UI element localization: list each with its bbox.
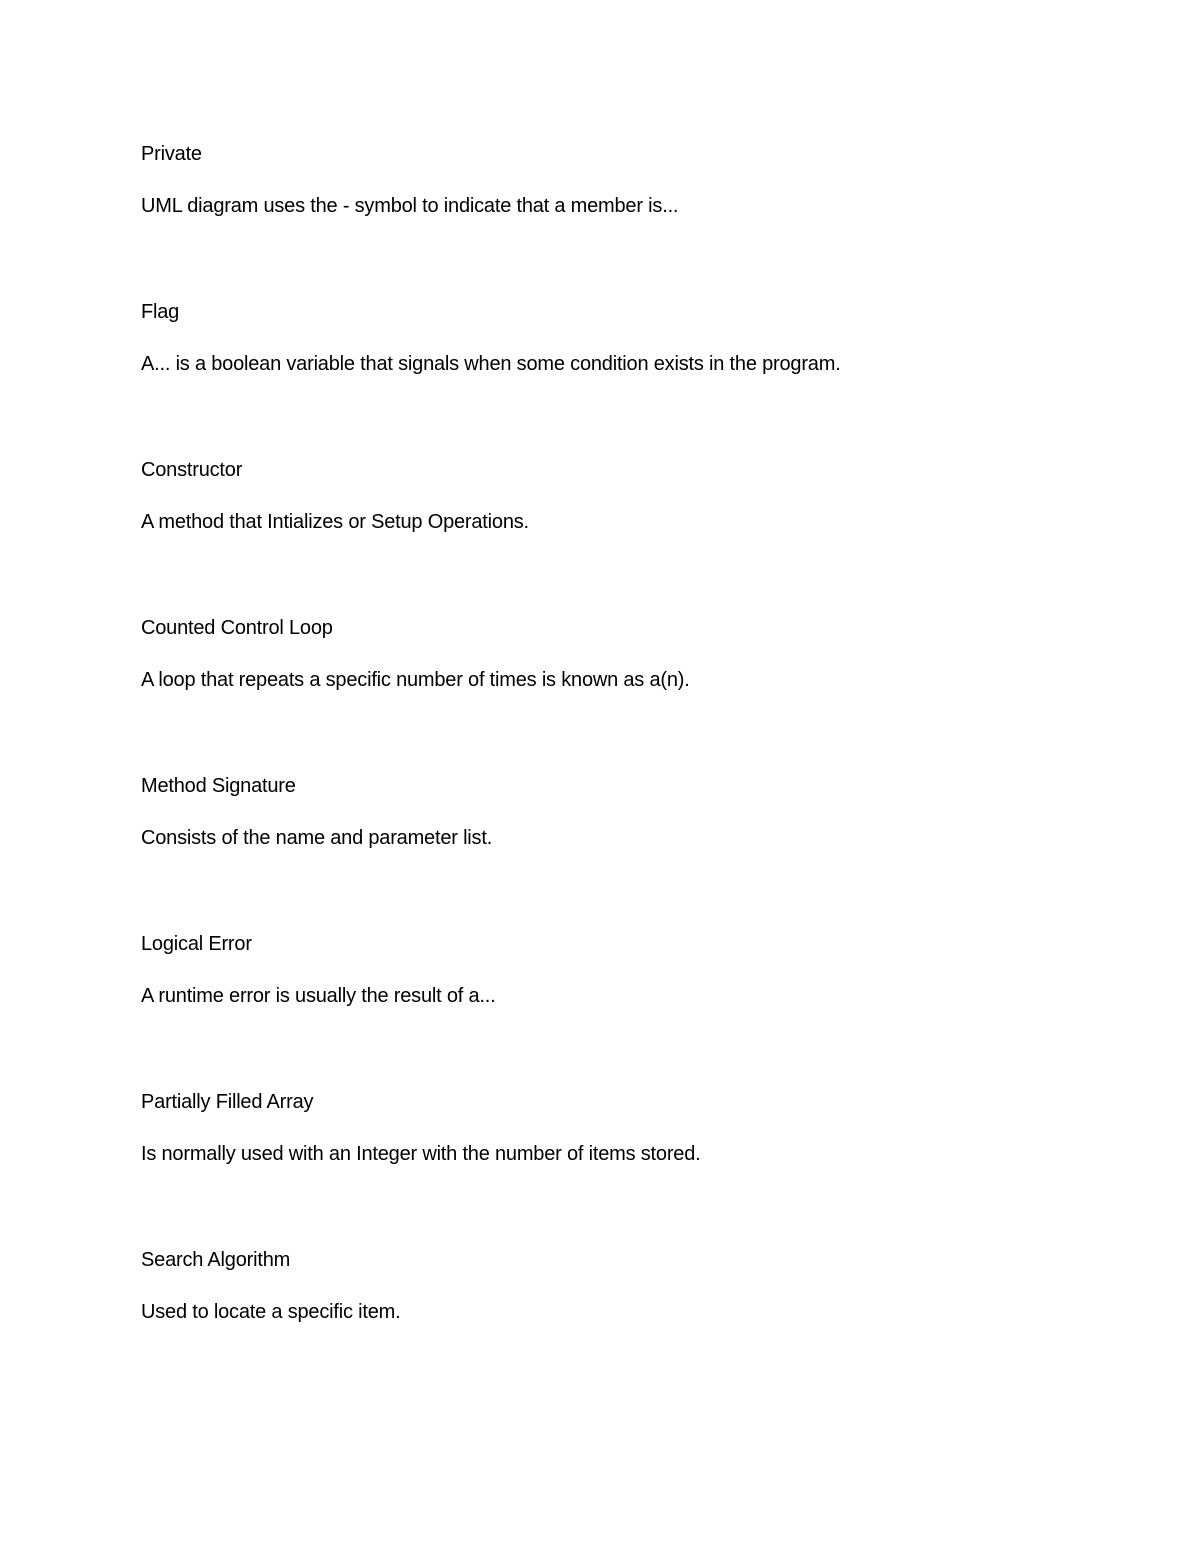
term-entry-logical-error	[141, 930, 1141, 1088]
term: Flag	[141, 301, 180, 323]
term: Logical Error	[141, 933, 252, 955]
definition: Is normally used with an Integer with the number of items stored.	[141, 1143, 701, 1165]
term-entry-private	[141, 140, 1141, 298]
definition: A runtime error is usually the result of a...	[141, 985, 496, 1007]
term-entry-method-signature	[141, 772, 1141, 930]
term-entry-constructor	[141, 456, 1141, 614]
definition: Consists of the name and parameter list.	[141, 827, 493, 849]
term-entry-counted-control-loop	[141, 614, 1141, 772]
term: Counted Control Loop	[141, 617, 333, 639]
definition: A method that Intializes or Setup Operations.	[141, 511, 529, 533]
definition: UML diagram uses the - symbol to indicate that a member is...	[141, 195, 679, 217]
term-entry-flag	[141, 298, 1141, 456]
definition: A loop that repeats a specific number of times is known as a(n).	[141, 669, 690, 691]
definition: A... is a boolean variable that signals when some condition exists in the program.	[141, 353, 841, 375]
term: Partially Filled Array	[141, 1091, 314, 1113]
term: Private	[141, 143, 202, 165]
term: Constructor	[141, 459, 243, 481]
term: Search Algorithm	[141, 1249, 291, 1271]
term: Method Signature	[141, 775, 296, 797]
term-list	[141, 140, 1141, 1404]
term-entry-search-algorithm	[141, 1246, 1141, 1404]
term-entry-partially-filled-array	[141, 1088, 1141, 1246]
definition: Used to locate a specific item.	[141, 1301, 401, 1323]
